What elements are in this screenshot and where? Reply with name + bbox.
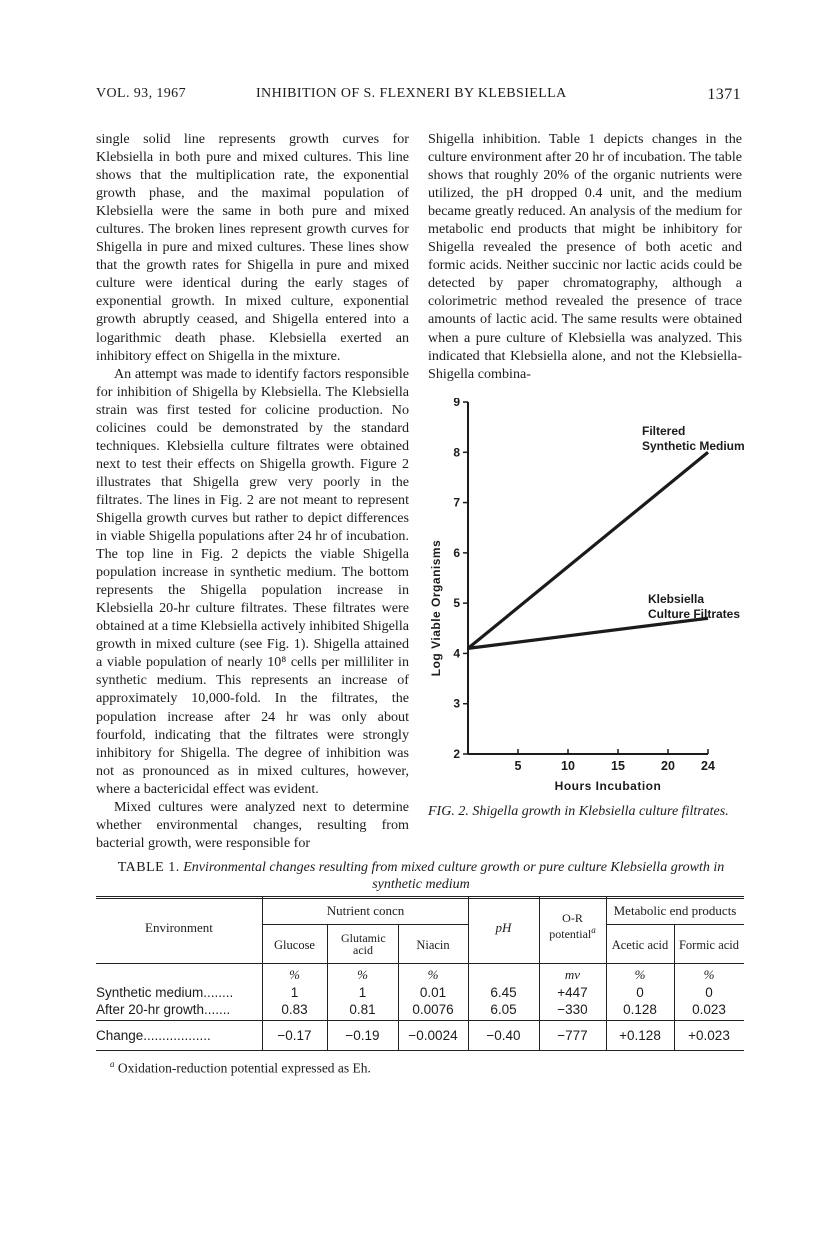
metabolic-group-header: Metabolic end products: [613, 903, 737, 918]
table-group-rule: [262, 924, 469, 925]
table-cell: −0.19: [345, 1028, 380, 1043]
x-tick-label: 20: [661, 759, 675, 773]
footnote-text: Oxidation-reduction potential expressed as Eh.: [117, 1060, 371, 1076]
left-text-column: [96, 130, 409, 852]
table-bottom-rule: [96, 1050, 744, 1051]
paragraph: An attempt was made to identify factors responsible for inhibition of Shigella by Klebsiella. The Klebsiella strain was first tested for colicine production. No colicines could be demonstrated by the standard techniques. Klebsiella culture filtrates were obtained next to test their effects on Shigella growth. Figure 2 illustrates that Shigella grew very poorly in the filtrates. The lines in Fig. 2 are not meant to represent Shigella growth curves but rather to depict differences in viable Shigella populations after 24 hr of incubation. The top line in Fig. 2 depicts the viable Shigella population increase in synthetic medium. The bottom represents the Shigella population increase in Klebsiella 20-hr culture filtrates. These filtrates were obtained at a time Klebsiella actively inhibited Shigella growth in mixed culture (see Fig. 1). Shigella attained a viable population of nearly 10⁸ cells per milliliter in synthetic medium. This represents an increase of approximately 10,000-fold. In the filtrates, the population increase after 24 hr was only about fourfold, indicating that the filtrates were strongly inhibitory for Shigella. The degree of inhibition was not as pronounced as in mixed cultures, however, where a bactericidal effect was evident.: [96, 365, 409, 797]
right-text-column: [428, 130, 742, 383]
unit-cell: %: [703, 967, 715, 982]
y-axis-label: Log Viable Organisms: [429, 539, 443, 677]
table-cell: 0.01: [419, 985, 447, 1000]
y-tick-label: 9: [453, 398, 460, 409]
table-top-rule: [96, 896, 744, 897]
y-tick-label: 5: [453, 596, 460, 611]
unit-cell: %: [357, 967, 368, 982]
y-tick-label: 4: [453, 646, 460, 661]
table-cell: 0: [636, 985, 644, 1000]
series-label: Synthetic Medium: [642, 439, 745, 453]
y-tick-label: 8: [453, 445, 460, 460]
table-cell: −0.0024: [408, 1028, 458, 1043]
glucose-header: Glucose: [274, 938, 315, 952]
table-cell: 0.81: [349, 1002, 376, 1017]
table-cell: 0: [705, 985, 713, 1000]
growth-chart: [428, 398, 758, 798]
environment-header: Environment: [145, 920, 213, 935]
row-label: Synthetic medium........: [96, 985, 234, 1000]
glutamic-acid-header: Glutamic acid: [341, 931, 386, 957]
row-label: After 20-hr growth.......: [96, 1002, 231, 1017]
x-tick-label: 10: [561, 759, 575, 773]
row-label: Change..................: [96, 1028, 211, 1043]
paragraph: Mixed cultures were analyzed next to determine whether environmental changes, resulting from bacterial growth, were responsible for: [96, 798, 409, 851]
unit-cell: %: [634, 967, 646, 982]
nutrient-group-header: Nutrient concn: [326, 903, 405, 918]
series-line: [468, 618, 708, 648]
unit-cell: mv: [564, 967, 581, 982]
volume-label: VOL. 93, 1967: [96, 86, 186, 101]
page-number: 1371: [707, 86, 741, 103]
figure-2: [428, 398, 758, 798]
table-top-rule-double: [96, 898, 744, 899]
acetic-acid-header: Acetic acid: [611, 938, 669, 952]
article-running-title: INHIBITION OF S. FLEXNERI BY KLEBSIELLA: [256, 86, 567, 101]
niacin-header: Niacin: [416, 938, 450, 952]
table-group-rule: [606, 924, 744, 925]
series-label: Klebsiella: [648, 592, 705, 606]
table-cell: +447: [557, 985, 588, 1000]
table-cell: −0.40: [486, 1028, 521, 1043]
table-cell: +0.023: [688, 1028, 730, 1043]
table-cell: −330: [557, 1002, 588, 1017]
unit-cell: %: [289, 967, 300, 982]
ph-header: pH: [495, 920, 512, 935]
paragraph: single solid line represents growth curves for Klebsiella in both pure and mixed cultures. This line shows that the multiplication rate, the exponential growth phase, and the maximal population of Klebsiella were the same in both pure and mixed cultures. The broken lines represent growth curves for Shigella in pure and mixed cultures. These lines show that the growth rates for Shigella in pure and mixed culture were identical during the early stages of exponential growth. In mixed culture, exponential growth abruptly ceased, and Shigella entered into a logarithmic death phase. Klebsiella exerted an inhibitory effect on Shigella in the mixture.: [96, 131, 409, 364]
y-tick-label: 2: [453, 747, 460, 761]
table-cell: 6.45: [490, 985, 517, 1000]
unit-cell: %: [427, 967, 439, 982]
x-tick-label: 15: [611, 759, 625, 773]
or-potential-header: [539, 912, 606, 940]
table-caption-text: Environmental changes resulting from mixed culture growth or pure culture Klebsiella growth in synthetic medium: [183, 860, 725, 892]
y-tick-label: 7: [453, 495, 460, 510]
table-cell: −777: [557, 1028, 588, 1043]
table-cell: 6.05: [490, 1002, 517, 1017]
table-cell: −0.17: [277, 1028, 312, 1043]
running-header: [96, 86, 741, 106]
table-footnote: [110, 1059, 371, 1077]
table-caption-lead: TABLE 1.: [117, 860, 180, 875]
table-cell: 0.023: [692, 1002, 726, 1017]
paragraph: Shigella inhibition. Table 1 depicts changes in the culture environment after 20 hr of incubation. The table shows that roughly 20% of the organic nutrients were utilized, the pH dropped 0.4 unit, and the medium became greatly reduced. An analysis of the medium for metabolic end products that might be inhibitory for Shigella revealed the presence of both acetic and formic acids. Neither succinic nor lactic acids could be detected by paper chromatography, although a colorimetric method revealed the presence of trace amounts of lactic acid. The same results were obtained when a pure culture of Klebsiella was analyzed. This indicated that Klebsiella alone, and not the Klebsiella-Shigella combina-: [428, 131, 742, 382]
table-cell: +0.128: [619, 1028, 661, 1043]
y-tick-label: 3: [453, 696, 460, 711]
table-sum-rule: [96, 1020, 744, 1021]
x-tick-label: 24: [701, 759, 715, 773]
y-tick-label: 6: [453, 545, 460, 560]
table-cell: 0.83: [281, 1002, 308, 1017]
table-caption: [96, 859, 746, 893]
table-cell: 1: [358, 985, 367, 1000]
formic-acid-header: Formic acid: [678, 938, 740, 952]
x-axis-label: Hours Incubation: [554, 779, 662, 793]
table-header-rule: [96, 963, 744, 964]
series-label: Filtered: [642, 424, 686, 438]
or-footnote-mark: a: [591, 925, 596, 935]
series-label: Culture Filtrates: [648, 607, 741, 621]
table-cell: 1: [290, 985, 299, 1000]
footnote-mark: a: [110, 1059, 115, 1069]
figure-caption: FIG. 2. Shigella growth in Klebsiella culture filtrates.: [428, 804, 729, 819]
table-cell: 0.0076: [412, 1002, 454, 1017]
table-cell: 0.128: [623, 1002, 657, 1017]
x-tick-label: 5: [514, 759, 522, 773]
or-potential-label: O-R potential: [549, 911, 592, 941]
